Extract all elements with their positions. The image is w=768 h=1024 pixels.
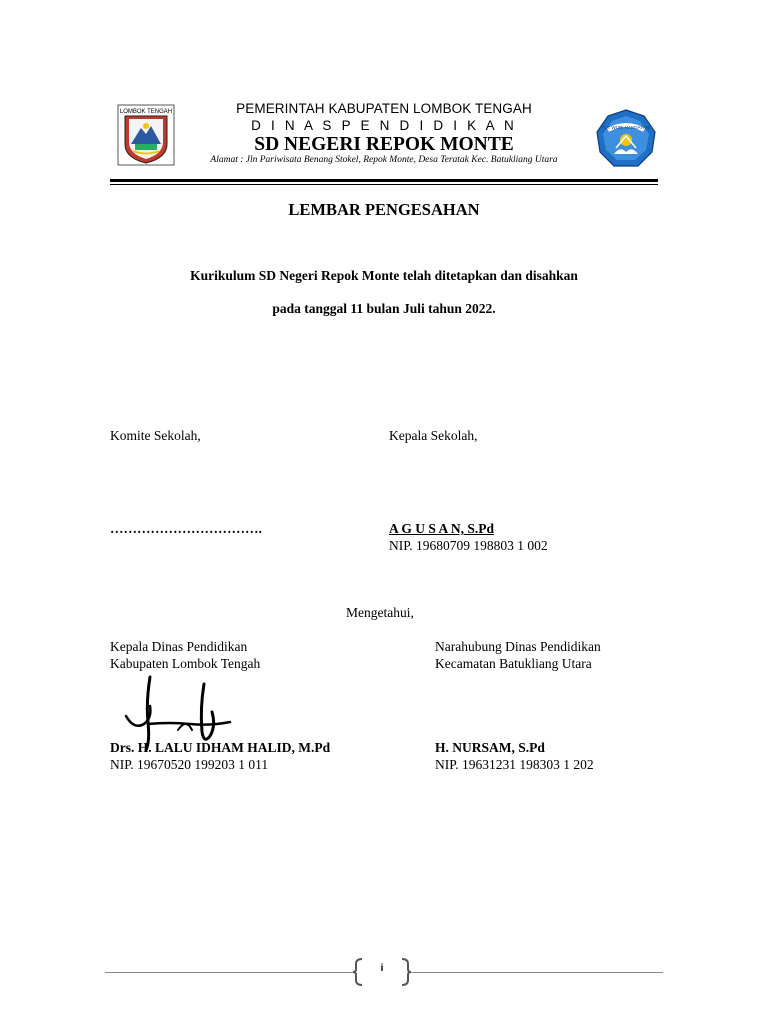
contact-person-nip: NIP. 19631231 198303 1 202 <box>435 757 594 772</box>
education-head-name: Drs. H. LALU IDHAM HALID, M.Pd <box>110 740 331 755</box>
contact-person-role-line1: Narahubung Dinas Pendidikan <box>435 639 601 654</box>
footer-rule-left <box>105 972 355 973</box>
school-committee-name-placeholder: ……………………………. <box>110 521 262 536</box>
statement-line-2: pada tanggal 11 bulan Juli tahun 2022. <box>272 301 496 316</box>
right-brace-icon <box>400 958 412 986</box>
header-rule-thin <box>110 184 658 185</box>
department-name: D I N A S P E N D I D I K A N <box>251 118 517 133</box>
education-head-role-line2: Kabupaten Lombok Tengah <box>110 656 261 671</box>
left-brace-icon <box>352 958 364 986</box>
handwritten-signature <box>120 672 240 752</box>
regency-logo-text: LOMBOK TENGAH <box>119 109 173 115</box>
principal-nip: NIP. 19680709 198803 1 002 <box>389 538 548 553</box>
school-name: SD NEGERI REPOK MONTE <box>254 134 514 155</box>
tut-wuri-handayani-logo <box>594 108 658 170</box>
education-head-nip: NIP. 19670520 199203 1 011 <box>110 757 269 772</box>
contact-person-role-line2: Kecamatan Batukliang Utara <box>435 656 592 671</box>
contact-person-name: H. NURSAM, S.Pd <box>435 740 545 755</box>
government-name: PEMERINTAH KABUPATEN LOMBOK TENGAH <box>236 101 532 116</box>
principal-role: Kepala Sekolah, <box>389 428 478 443</box>
page-number: i <box>380 963 384 974</box>
tut-wuri-handayani-text: TUT WURI HANDAYANI <box>601 125 651 130</box>
school-address: Alamat : Jln Pariwisata Benang Stokel, Repok Monte, Desa Teratak Kec. Batukliang Utara <box>210 155 558 165</box>
header-rule-thick <box>110 179 658 182</box>
document-title: LEMBAR PENGESAHAN <box>288 200 480 219</box>
footer-rule-right <box>410 972 663 973</box>
education-head-role-line1: Kepala Dinas Pendidikan <box>110 639 248 654</box>
statement-line-1: Kurikulum SD Negeri Repok Monte telah ditetapkan dan disahkan <box>190 268 578 283</box>
principal-name: A G U S A N, S.Pd <box>389 521 495 536</box>
school-committee-role: Komite Sekolah, <box>110 428 201 443</box>
acknowledged-label: Mengetahui, <box>346 605 414 620</box>
